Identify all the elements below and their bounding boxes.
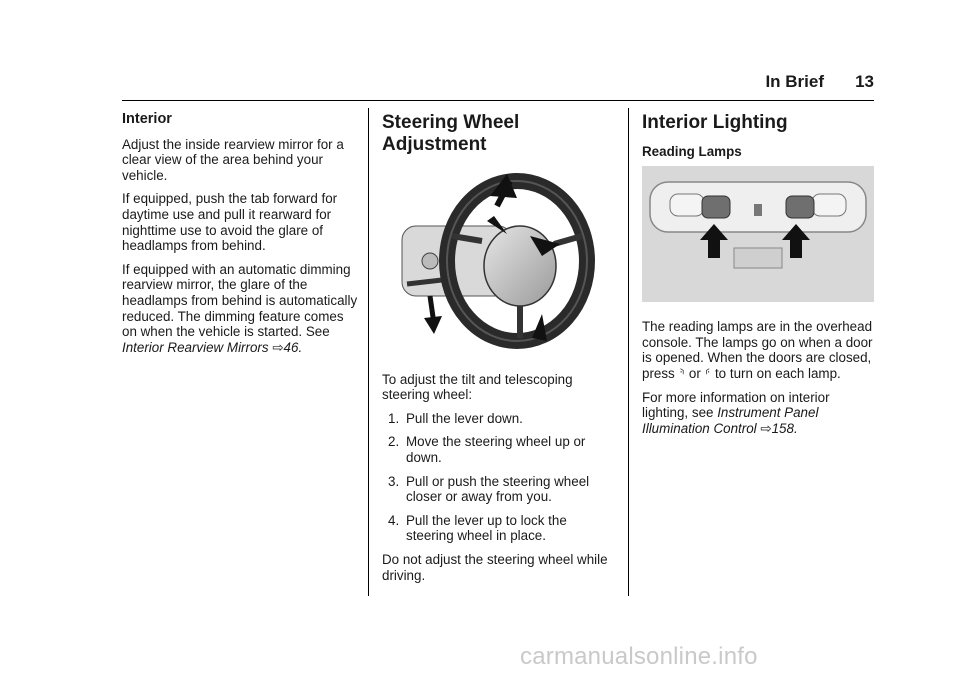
paragraph: Adjust the inside rearview mirror for a clear view of the area behind your vehicle.	[122, 136, 344, 183]
lighting-heading: Interior Lighting	[642, 112, 788, 133]
paragraph: For more information on interior lighting, see Instrument Panel Illumination Control ⇨158.	[642, 389, 830, 436]
column-divider	[368, 108, 369, 596]
reading-lamp-button-icon: ⸄	[704, 365, 712, 381]
steps-list	[382, 411, 618, 544]
watermark: carmanualsonline.info	[520, 643, 758, 670]
paragraph: To adjust the tilt and telescoping steering wheel:	[382, 371, 573, 403]
list-item: 2. Move the steering wheel up or down.	[388, 434, 586, 465]
cross-reference-link[interactable]: Interior Rearview Mirrors	[122, 339, 269, 355]
page-header	[122, 72, 874, 101]
lighting-column	[642, 112, 878, 444]
overhead-console-illustration	[642, 166, 878, 306]
cross-reference-link[interactable]: Instrument Panel Illumination Control	[642, 405, 819, 436]
reference-page: 46	[283, 339, 299, 355]
paragraph: The reading lamps are in the overhead console. The lamps go on when a door is opened. When the doors are closed, press ⸅ or ⸄ to turn on each lamp.	[642, 319, 873, 381]
reading-lamps-subheading: Reading Lamps	[642, 144, 742, 159]
paragraph: If equipped with an automatic dimming rearview mirror, the glare of the headlamps from behind is automatically reduced. The dimming feature comes on when the vehicle is started. See Interior Rearview Mirrors ⇨46.	[122, 261, 358, 355]
interior-column	[122, 112, 358, 363]
section-title: In Brief	[765, 72, 824, 91]
steering-wheel-illustration	[382, 166, 618, 358]
list-item: 3. Pull or push the steering wheel closer or away from you.	[388, 473, 590, 505]
interior-heading: Interior	[122, 111, 172, 127]
page-number: 13	[855, 72, 874, 91]
page-reference-arrow-icon: ⇨	[272, 339, 284, 355]
steering-heading: Steering Wheel Adjustment	[382, 112, 520, 155]
steering-column	[382, 112, 618, 591]
list-item: 1. Pull the lever down.	[388, 410, 523, 426]
paragraph: Do not adjust the steering wheel while driving.	[382, 551, 608, 583]
paragraph: If equipped, push the tab forward for daytime use and pull it rearward for nighttime use to avoid the glare of headlamps from behind.	[122, 191, 338, 254]
page-reference-arrow-icon: ⇨	[760, 420, 772, 436]
reference-page: 158	[771, 420, 794, 436]
list-item: 4. Pull the lever up to lock the steering wheel in place.	[388, 512, 567, 544]
reading-lamp-button-icon: ⸅	[678, 365, 686, 381]
column-divider	[628, 108, 629, 596]
